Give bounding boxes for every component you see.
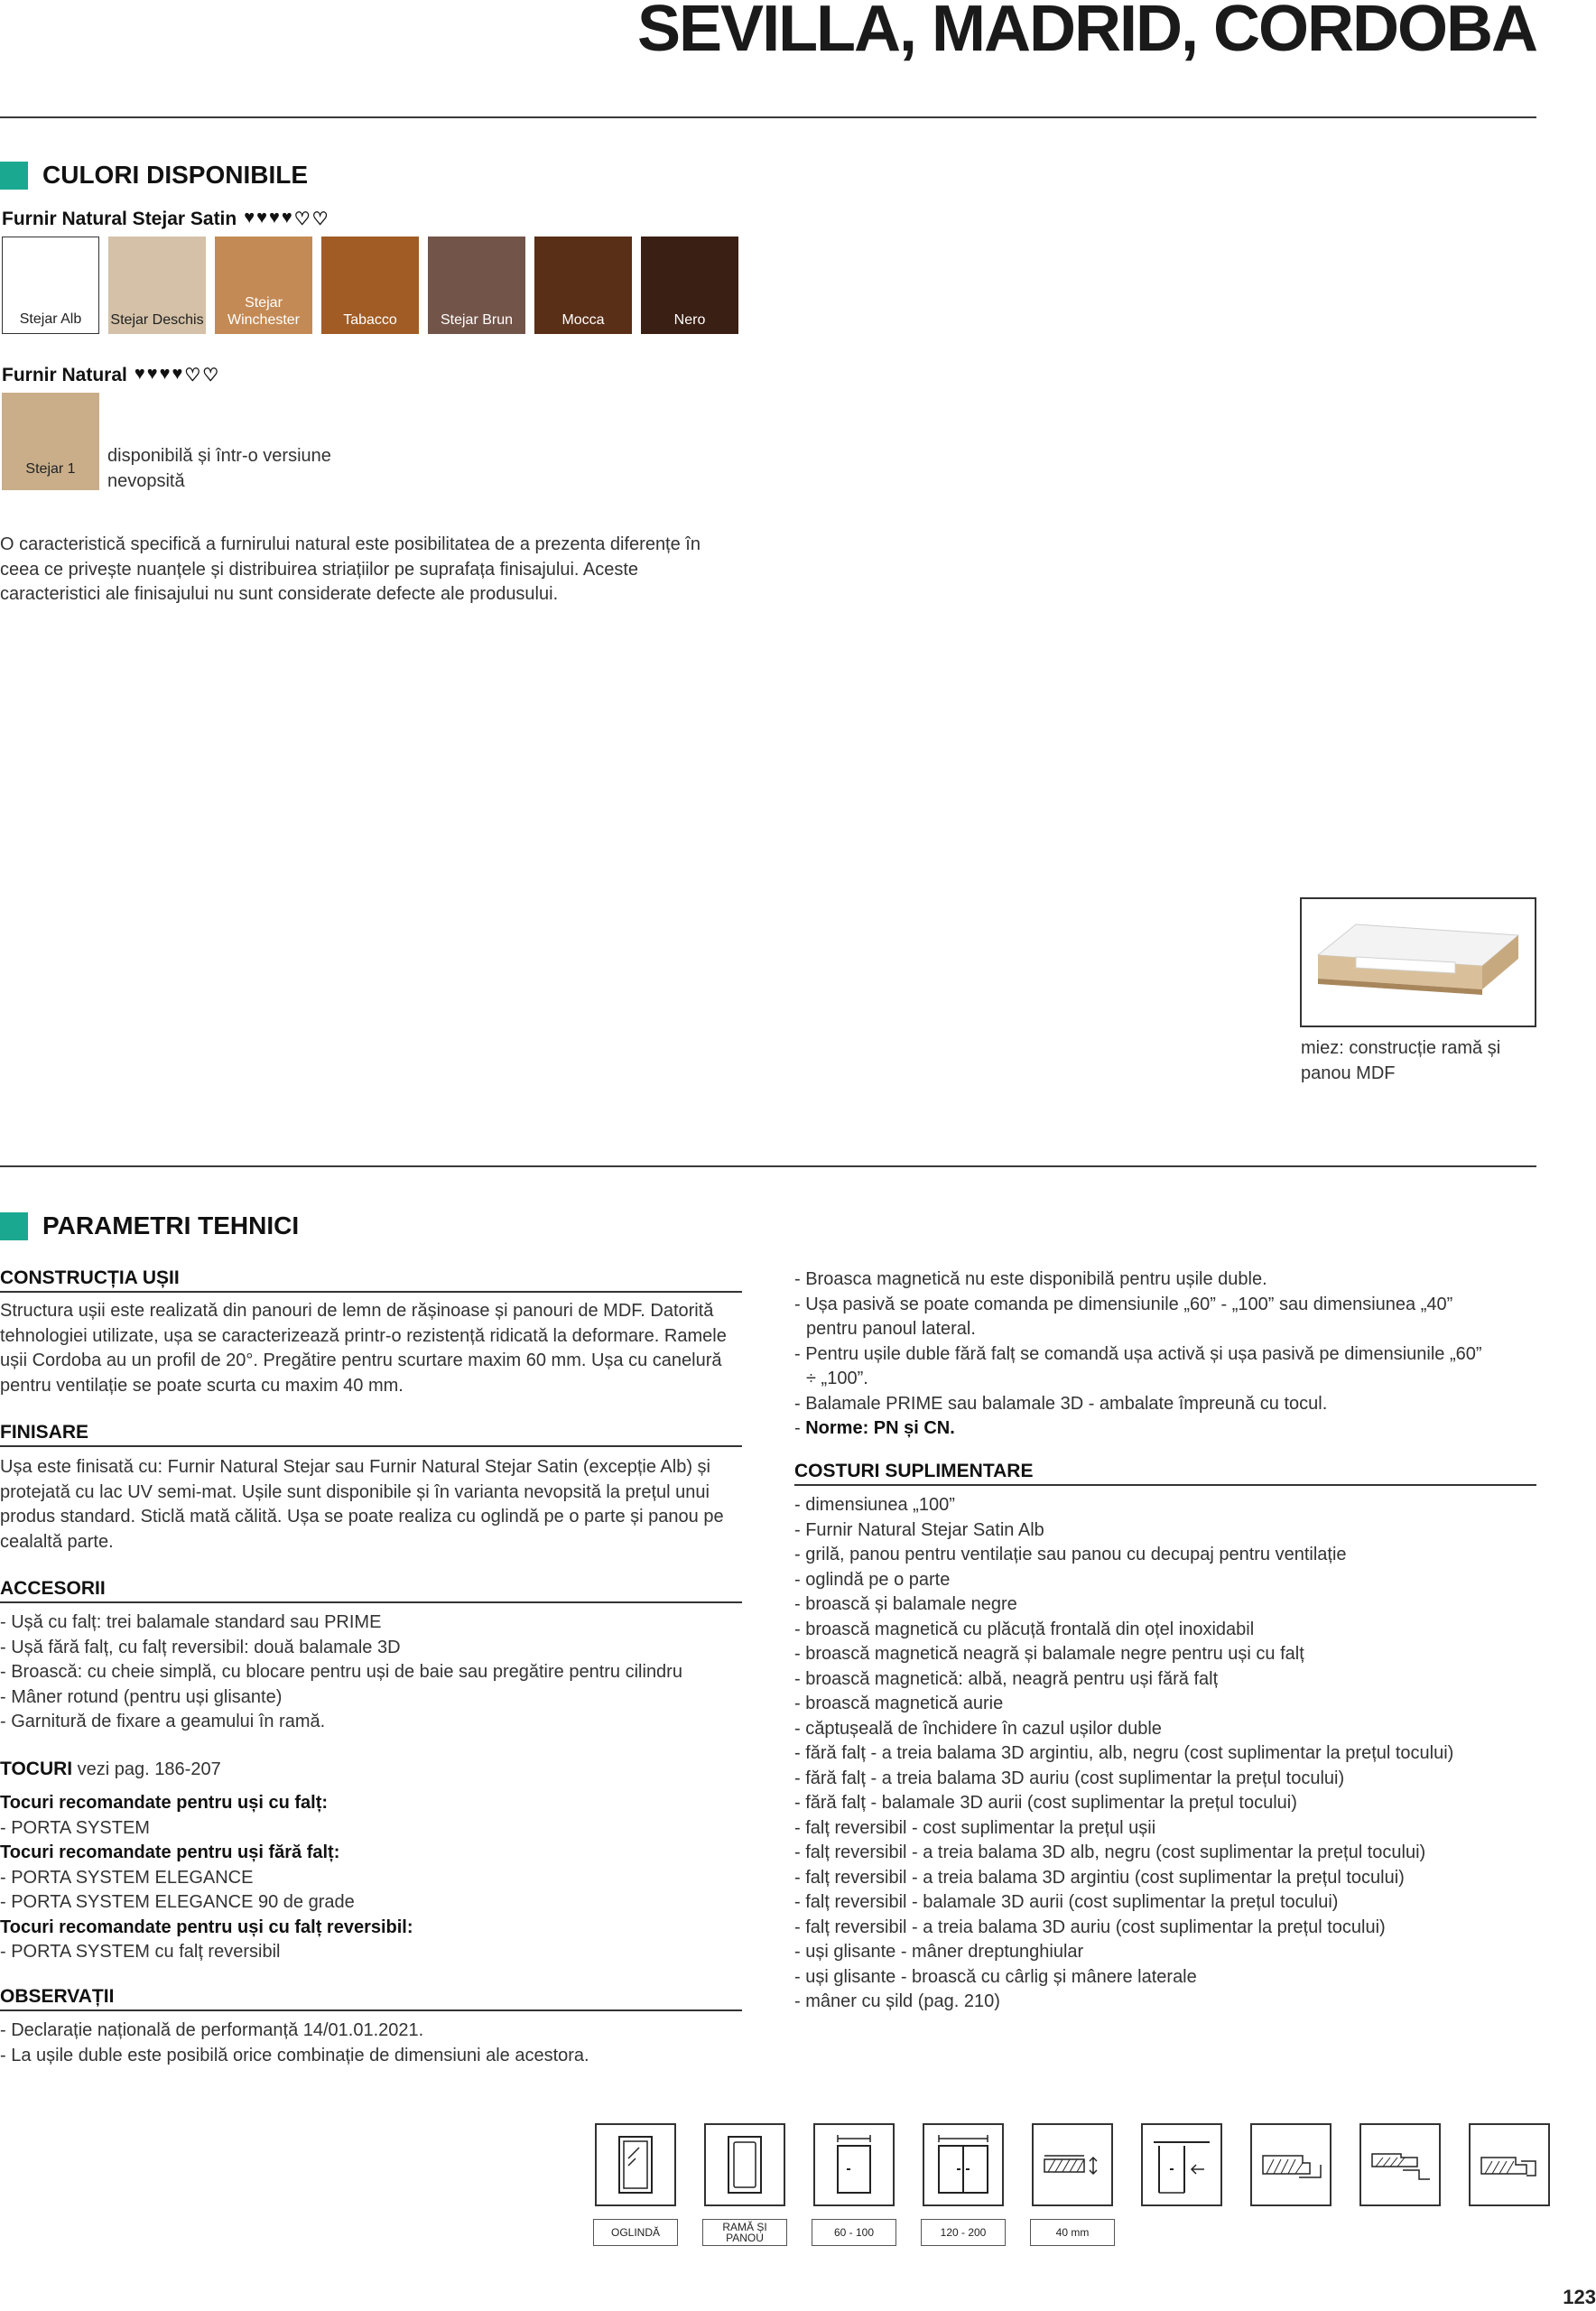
heart-filled-icon: ♥ [134, 364, 145, 384]
list-item: - broască magnetică aurie [794, 1694, 1004, 1713]
observations-title: OBSERVAȚII [0, 1986, 742, 2011]
list-item: - fără falț - balamale 3D aurii (cost suplimentar la prețul tocului) [794, 1793, 1297, 1813]
swatch-stejar-1 [2, 393, 99, 490]
heart-filled-icon: ♥ [281, 208, 292, 227]
icon-column [921, 2123, 1006, 2246]
icon-column [812, 2123, 896, 2246]
list-item: - uși glisante - mâner dreptunghiular [794, 1942, 1084, 1962]
heart-filled-icon: ♥ [256, 208, 267, 227]
list-item: - falț reversibil - a treia balama 3D argintiu (cost suplimentar la prețul tocului) [794, 1867, 1405, 1888]
list-item: - falț reversibil - cost suplimentar la prețul ușii [794, 1817, 1156, 1838]
heart-outline-icon: ♡ [293, 209, 311, 229]
core-illustration [1302, 899, 1535, 1026]
rebated-door-icon [1250, 2123, 1332, 2206]
page-title: SEVILLA, MADRID, CORDOBA [637, 0, 1536, 65]
list-item: - oglindă pe o parte [794, 1569, 951, 1590]
list-item: - fără falț - a treia balama 3D auriu (cost suplimentar la prețul tocului) [794, 1768, 1345, 1788]
swatch-stejar-winchester [215, 237, 312, 334]
feature-icons-row [593, 2123, 1552, 2246]
swatch-stejar-alb [2, 237, 99, 334]
list-item: - Broască: cu cheie simplă, cu blocare pentru uși de baie sau pregătire pentru cilindru [0, 1662, 682, 1682]
extra-costs-title: COSTURI SUPLIMENTARE [794, 1461, 1536, 1486]
list-item: - dimensiunea „100” [794, 1495, 955, 1515]
icon-label: RAMĂ ȘI PANOU [702, 2219, 787, 2246]
heart-filled-icon: ♥ [172, 364, 183, 384]
swatch-label: Stejar Alb [19, 311, 82, 327]
icon-column [702, 2123, 787, 2246]
core-cross-section-image [1300, 897, 1536, 1027]
double-door-width-icon [923, 2123, 1004, 2206]
section-marker-square [0, 162, 28, 190]
list-item: - falț reversibil - balamale 3D aurii (cost suplimentar la prețul tocului) [794, 1892, 1339, 1912]
icon-column [1248, 2123, 1333, 2246]
single-door-width-icon [813, 2123, 895, 2206]
colors-section-heading [0, 161, 308, 190]
list-item: - Ușă cu falț: trei balamale standard sau PRIME [0, 1612, 382, 1632]
icon-column [593, 2123, 678, 2246]
heart-filled-icon: ♥ [268, 208, 280, 227]
section-divider [0, 1165, 1536, 1167]
swatch-stejar-deschis [108, 237, 206, 334]
icon-label: 60 - 100 [812, 2219, 896, 2246]
mirror-icon [595, 2123, 676, 2206]
accessories-list [0, 1610, 682, 1735]
natural-label: Furnir Natural [2, 364, 127, 385]
params-heading-text: PARAMETRI TEHNICI [42, 1211, 300, 1239]
frame-panel-icon [704, 2123, 785, 2206]
durability-rating [244, 208, 328, 230]
swatch-label: Stejar Winchester [227, 295, 301, 328]
reversible-rebate-icon [1469, 2123, 1550, 2206]
list-item: - PORTA SYSTEM cu falț reversibil [0, 1942, 281, 1962]
icon-column [1030, 2123, 1115, 2246]
icon-label: 120 - 200 [921, 2219, 1006, 2246]
note-line: - Pentru ușile duble fără falț se comandă ușa activă și ușa pasivă pe dimensiunile „60” [794, 1343, 1482, 1364]
list-item: - broască și balamale negre [794, 1594, 1017, 1614]
icon-column [1139, 2123, 1224, 2246]
heart-filled-icon: ♥ [146, 364, 158, 384]
icon-label: 40 mm [1030, 2219, 1115, 2246]
list-item: - La ușile duble este posibilă orice combinație de dimensiuni ale acestora. [0, 2045, 589, 2065]
sliding-door-icon [1141, 2123, 1222, 2206]
satin-swatch-row [2, 237, 738, 334]
extra-costs-list [794, 1493, 1453, 2015]
flush-door-icon [1359, 2123, 1441, 2206]
swatch-label: Stejar Deschis [110, 312, 204, 328]
list-item: - Garnitură de fixare a geamului în ramă. [0, 1712, 326, 1731]
heart-outline-icon: ♡ [202, 366, 219, 385]
norms-text: Norme: PN și CN. [805, 1418, 955, 1438]
swatch-mocca [534, 237, 632, 334]
swatch-label: Stejar Brun [440, 312, 514, 328]
heart-filled-icon: ♥ [159, 364, 171, 384]
shortening-icon [1032, 2123, 1113, 2206]
icon-label: OGLINDĂ [593, 2219, 678, 2246]
colors-heading-text: CULORI DISPONIBILE [42, 161, 309, 189]
list-item: - Declarație națională de performanță 14/01.01.2021. [0, 2020, 424, 2040]
satin-subheading [2, 208, 329, 230]
swatch-label: Nero [673, 312, 706, 328]
list-item: - falț reversibil - a treia balama 3D alb, negru (cost suplimentar la prețul tocului) [794, 1842, 1426, 1862]
finish-title: FINISARE [0, 1422, 742, 1447]
heart-outline-icon: ♡ [311, 209, 329, 229]
list-item: - Furnir Natural Stejar Satin Alb [794, 1519, 1044, 1540]
note-line: - Broasca magnetică nu este disponibilă pentru ușile duble. [794, 1269, 1267, 1289]
list-item: - broască magnetică cu plăcuță frontală din oțel inoxidabil [794, 1619, 1255, 1639]
accessories-title: ACCESORII [0, 1578, 742, 1603]
frames-list [0, 1791, 413, 1965]
swatch-label: Mocca [561, 312, 605, 328]
note-line: - Balamale PRIME sau balamale 3D - ambalate împreună cu tocul. [794, 1393, 1328, 1414]
swatch-nero [641, 237, 738, 334]
note-line: - Ușa pasivă se poate comanda pe dimensiunile „60” - „100” sau dimensiunea „40” [794, 1294, 1453, 1314]
icon-column [1467, 2123, 1552, 2246]
note-line: pentru panoul lateral. [806, 1319, 976, 1339]
frames-group-title: Tocuri recomandate pentru uși fără falț: [0, 1842, 340, 1862]
norms-prefix: - [794, 1418, 806, 1438]
heart-filled-icon: ♥ [244, 208, 255, 227]
construction-title: CONSTRUCȚIA UȘII [0, 1267, 742, 1293]
frames-title: TOCURI [0, 1759, 73, 1779]
frames-group-title: Tocuri recomandate pentru uși cu falț reversibil: [0, 1917, 413, 1937]
frames-heading [0, 1757, 221, 1783]
heart-outline-icon: ♡ [184, 366, 201, 385]
finish-text: Ușa este finisată cu: Furnir Natural Stejar sau Furnir Natural Stejar Satin (excepție Alb) și protejată cu lac UV semi-mat. Ușile sunt disponibile și în varianta nevopsită la prețul unui produs standard. Sticlă mată călită. Ușa se poate realiza cu oglindă pe o parte și panou pe cealaltă parte. [0, 1457, 724, 1552]
swatch-label: Stejar 1 [25, 461, 76, 477]
icon-column [1358, 2123, 1443, 2246]
page-number: 123 [1563, 2286, 1596, 2308]
durability-rating [135, 364, 218, 386]
construction-text: Structura ușii este realizată din panouri de lemn de rășinoase și panouri de MDF. Datorită tehnologiei utilizate, ușa se caracterizează printr-o rezistență ridicată la deformare. Ramele ușii Cordoba au un profil de 20°. Pregătire pentru scurtare maxim 60 mm. Ușa cu canelură pentru ventilație se poate scurta cu maxim 40 mm. [0, 1301, 727, 1396]
list-item: - grilă, panou pentru ventilație sau panou cu decupaj pentru ventilație [794, 1545, 1347, 1564]
list-item: - PORTA SYSTEM ELEGANCE 90 de grade [0, 1892, 355, 1912]
list-item: - PORTA SYSTEM [0, 1817, 150, 1838]
veneer-paragraph: O caracteristică specifică a furnirului natural este posibilitatea de a prezenta diferențe în ceea ce privește nuanțele și distribuirea striațiilor pe suprafața finisajului. Aceste caracteristici ale finisajului nu sunt considerate defecte ale produsului. [0, 534, 701, 604]
observations-list [0, 2019, 589, 2068]
natural-subheading [2, 364, 218, 386]
list-item: - uși glisante - broască cu cârlig și mânere laterale [794, 1966, 1197, 1987]
norms-line [794, 1416, 1482, 1442]
section-marker-square [0, 1212, 28, 1240]
list-item: - fără falț - a treia balama 3D argintiu, alb, negru (cost suplimentar la prețul tocului) [794, 1743, 1454, 1763]
satin-label: Furnir Natural Stejar Satin [2, 208, 237, 229]
list-item: - broască magnetică neagră și balamale negre pentru uși cu falț [794, 1644, 1304, 1664]
list-item: - falț reversibil - a treia balama 3D auriu (cost suplimentar la prețul tocului) [794, 1917, 1386, 1937]
params-section-heading [0, 1211, 299, 1240]
list-item: - căptușeală de închidere în cazul ușilor duble [794, 1718, 1162, 1739]
swatch-stejar-brun [428, 237, 525, 334]
list-item: - PORTA SYSTEM ELEGANCE [0, 1867, 254, 1888]
list-item: - mâner cu șild (pag. 210) [794, 1991, 1000, 2011]
header-divider [0, 116, 1536, 118]
list-item: - Mâner rotund (pentru uși glisante) [0, 1686, 283, 1707]
frames-page-ref: vezi pag. 186-207 [72, 1759, 221, 1779]
right-notes [794, 1267, 1482, 1442]
core-caption: miez: construcție ramă și panou MDF [1301, 1038, 1501, 1083]
list-item: - Ușă fără falț, cu falț reversibil: două balamale 3D [0, 1637, 401, 1657]
frames-group-title: Tocuri recomandate pentru uși cu falț: [0, 1793, 329, 1813]
unpainted-note: disponibilă și într-o versiune nevopsită [107, 446, 331, 491]
note-line: ÷ „100”. [806, 1369, 868, 1388]
swatch-tabacco [321, 237, 419, 334]
list-item: - broască magnetică: albă, neagră pentru uși fără falț [794, 1668, 1219, 1689]
swatch-label: Tabacco [343, 312, 397, 328]
